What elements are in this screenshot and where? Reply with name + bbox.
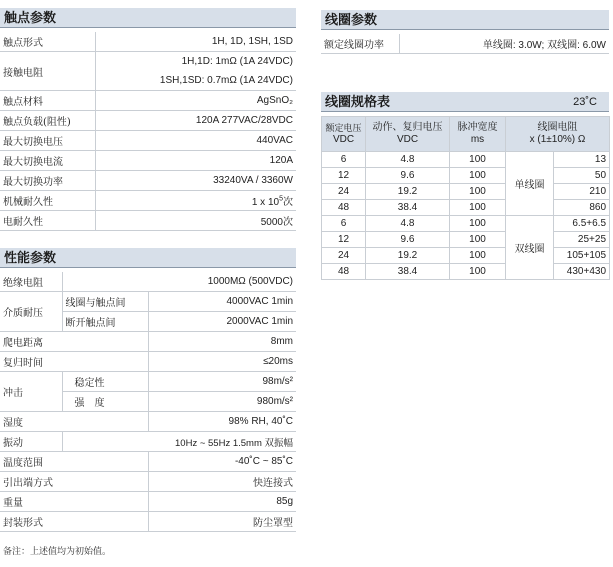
perf-section-title	[0, 248, 296, 268]
contact-resistance-line1: 1H,1D: 1mΩ (1A 24VDC)	[181, 56, 293, 67]
s-op: 19.2	[366, 184, 450, 200]
d-pw: 100	[450, 216, 506, 232]
table-row	[0, 512, 296, 532]
col-coil-resistance-a: 线圈电阻	[537, 122, 578, 133]
max-power-value: 33240VA / 3360W	[95, 171, 296, 191]
col-coil-resistance	[506, 117, 610, 152]
table-row	[0, 111, 296, 131]
max-voltage-label: 最大切换电压	[0, 131, 95, 151]
col-operate-voltage-a: 动作、复归电压	[372, 122, 443, 133]
coil-params-table	[321, 34, 609, 54]
col-pulse-width	[450, 117, 506, 152]
terminal-label: 引出端方式	[0, 472, 148, 492]
elec-endurance-label: 电耐久性	[0, 211, 95, 231]
table-row	[322, 184, 610, 200]
d-r: 105+105	[554, 248, 610, 264]
max-voltage-value: 440VAC	[95, 131, 296, 151]
contact-load-value: 120A 277VAC/28VDC	[95, 111, 296, 131]
col-rated-voltage-a: 额定电压	[325, 123, 362, 133]
s-v: 6	[322, 152, 366, 168]
contact-resistance-label: 接触电阻	[0, 52, 95, 91]
max-power-label: 最大切换功率	[0, 171, 95, 191]
contact-resistance-line2: 1SH,1SD: 0.7mΩ (1A 24VDC)	[159, 75, 293, 86]
table-row	[0, 32, 296, 52]
s-pw: 100	[450, 152, 506, 168]
d-op: 4.8	[366, 216, 450, 232]
temp-range-label: 温度范围	[0, 452, 148, 472]
spec-title-text: 线圈规格表	[325, 94, 391, 109]
s-r: 13	[554, 152, 610, 168]
col-rated-voltage-b: VDC	[332, 134, 355, 145]
d-r: 6.5+6.5	[554, 216, 610, 232]
table-row	[322, 200, 610, 216]
seal-label: 封装形式	[0, 512, 148, 532]
release-label: 复归时间	[0, 352, 148, 372]
coil-spec-table	[321, 116, 610, 280]
s-pw: 100	[450, 184, 506, 200]
humidity-value: 98% RH, 40˚C	[148, 412, 296, 432]
double-coil-label: 双线圈	[506, 216, 554, 280]
insulation-label: 绝缘电阻	[0, 272, 62, 292]
spec-header-row	[322, 117, 610, 152]
s-op: 38.4	[366, 200, 450, 216]
contact-material-value: AgSnO₂	[95, 91, 296, 111]
col-pulse-width-a: 脉冲宽度	[457, 122, 498, 133]
table-row	[0, 171, 296, 191]
weight-label: 重量	[0, 492, 148, 512]
perf-params-table	[0, 272, 296, 532]
contact-load-label: 触点负载(阻性)	[0, 111, 95, 131]
table-row	[0, 472, 296, 492]
col-coil-resistance-b: x (1±10%) Ω	[529, 134, 586, 145]
table-row	[322, 168, 610, 184]
table-row	[0, 131, 296, 151]
spec-section-title	[321, 92, 609, 112]
table-row	[322, 232, 610, 248]
table-row	[322, 216, 610, 232]
col-operate-voltage-b: VDC	[396, 134, 419, 145]
shock-label: 冲击	[0, 372, 62, 412]
s-pw: 100	[450, 168, 506, 184]
mech-endurance-label: 机械耐久性	[0, 191, 95, 211]
d-pw: 100	[450, 232, 506, 248]
table-row	[0, 91, 296, 111]
s-op: 9.6	[366, 168, 450, 184]
s-r: 860	[554, 200, 610, 216]
d-v: 24	[322, 248, 366, 264]
table-row	[0, 432, 296, 452]
table-row	[0, 372, 296, 392]
dielectric-label: 介质耐压	[0, 292, 62, 332]
table-row	[322, 248, 610, 264]
d-op: 19.2	[366, 248, 450, 264]
table-row	[0, 352, 296, 372]
d-r: 25+25	[554, 232, 610, 248]
vibration-label: 振动	[0, 432, 62, 452]
table-row	[0, 492, 296, 512]
s-v: 24	[322, 184, 366, 200]
contact-title-text: 触点参数	[4, 10, 57, 25]
humidity-label: 湿度	[0, 412, 148, 432]
table-row	[0, 332, 296, 352]
dielectric-val2: 2000VAC 1min	[148, 312, 296, 332]
coil-title-text: 线圈参数	[325, 12, 378, 27]
footnote: 备注：上述值均为初始值。	[3, 547, 112, 557]
s-r: 210	[554, 184, 610, 200]
coil-section-title	[321, 10, 609, 30]
s-pw: 100	[450, 200, 506, 216]
mech-endurance-unit: 次	[283, 197, 293, 208]
contact-section-title	[0, 8, 296, 28]
table-row	[0, 191, 296, 211]
contact-material-label: 触点材料	[0, 91, 95, 111]
d-v: 6	[322, 216, 366, 232]
dielectric-val1: 4000VAC 1min	[148, 292, 296, 312]
table-row	[0, 272, 296, 292]
table-row	[321, 34, 609, 54]
shock-sub1: 稳定性	[62, 372, 148, 392]
mech-endurance-base: 1 x 10	[251, 197, 280, 208]
max-current-label: 最大切换电流	[0, 151, 95, 171]
table-row	[322, 152, 610, 168]
d-pw: 100	[450, 264, 506, 280]
mech-endurance-exp: 5	[279, 195, 283, 203]
contact-form-value: 1H, 1D, 1SH, 1SD	[95, 32, 296, 52]
s-r: 50	[554, 168, 610, 184]
col-pulse-width-b: ms	[470, 134, 485, 145]
d-pw: 100	[450, 248, 506, 264]
coil-power-value: 单线圈: 3.0W; 双线圈: 6.0W	[399, 34, 609, 54]
temp-range-value: -40˚C ~ 85˚C	[148, 452, 296, 472]
spec-temp: 23˚C	[573, 96, 597, 108]
vibration-value: 10Hz ~ 55Hz 1.5mm 双振幅	[62, 432, 296, 452]
shock-val2: 980m/s²	[148, 392, 296, 412]
dielectric-sub2: 断开触点间	[62, 312, 148, 332]
single-coil-label: 单线圈	[506, 152, 554, 216]
shock-val1: 98m/s²	[148, 372, 296, 392]
contact-form-label: 触点形式	[0, 32, 95, 52]
creep-label: 爬电距离	[0, 332, 148, 352]
release-value: ≤20ms	[148, 352, 296, 372]
s-v: 48	[322, 200, 366, 216]
insulation-value: 1000MΩ (500VDC)	[62, 272, 296, 292]
table-row	[0, 412, 296, 432]
weight-value: 85g	[148, 492, 296, 512]
table-row	[0, 452, 296, 472]
table-row	[0, 52, 296, 91]
table-row	[0, 211, 296, 231]
d-r: 430+430	[554, 264, 610, 280]
s-v: 12	[322, 168, 366, 184]
dielectric-sub1: 线圈与触点间	[62, 292, 148, 312]
max-current-value: 120A	[95, 151, 296, 171]
col-rated-voltage	[322, 117, 366, 152]
creep-value: 8mm	[148, 332, 296, 352]
s-op: 4.8	[366, 152, 450, 168]
coil-power-label: 额定线圈功率	[321, 34, 399, 54]
d-v: 48	[322, 264, 366, 280]
d-op: 38.4	[366, 264, 450, 280]
table-row	[0, 151, 296, 171]
seal-value: 防尘罩型	[148, 512, 296, 532]
col-operate-voltage	[366, 117, 450, 152]
d-v: 12	[322, 232, 366, 248]
d-op: 9.6	[366, 232, 450, 248]
perf-title-text: 性能参数	[4, 250, 57, 265]
contact-params-table	[0, 32, 296, 231]
elec-endurance-value: 5000次	[95, 211, 296, 231]
table-row	[322, 264, 610, 280]
contact-resistance-value	[95, 52, 296, 91]
terminal-value: 快连接式	[148, 472, 296, 492]
table-row	[0, 292, 296, 312]
shock-sub2: 强 度	[62, 392, 148, 412]
mech-endurance-value	[95, 191, 296, 211]
